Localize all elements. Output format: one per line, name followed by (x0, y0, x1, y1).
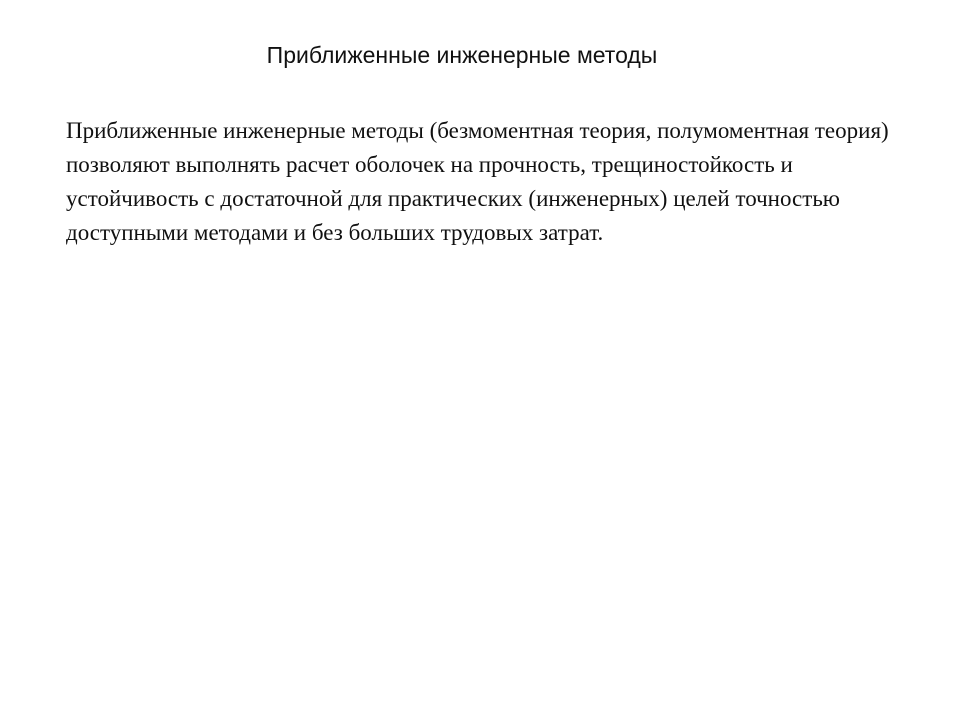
slide-body-text: Приближенные инженерные методы (безмоментная теория, полумоментная теория) позволяют выполнять расчет оболочек на прочность, трещиностойкость и устойчивость с достаточной для практических (инженерных) целей точностью доступными методами и без больших трудовых затрат. (66, 118, 889, 245)
slide-title: Приближенные инженерные методы (266, 42, 658, 68)
